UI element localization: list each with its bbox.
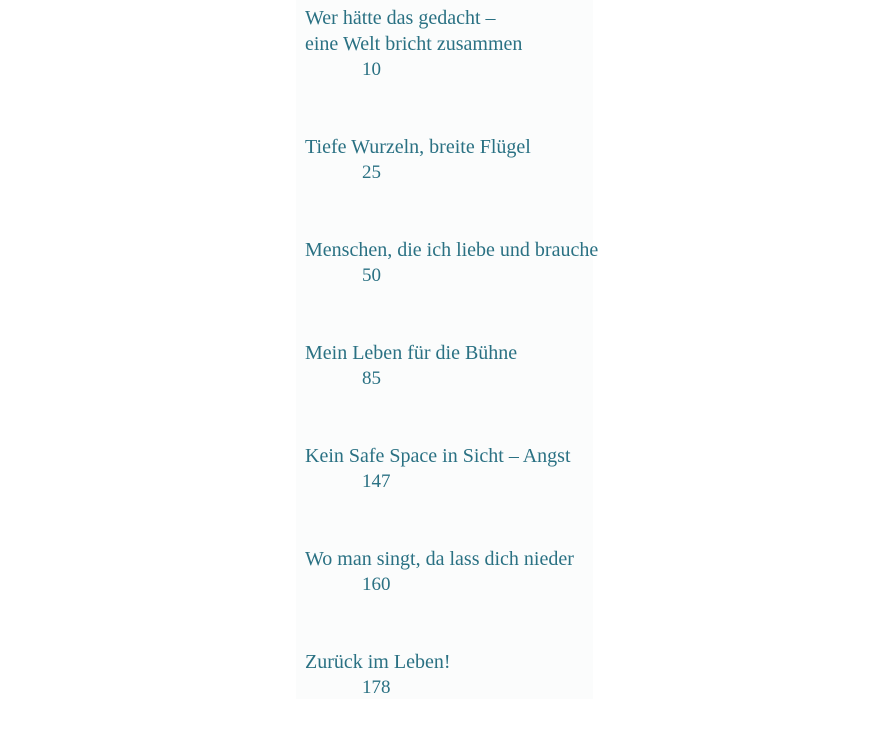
chapter-title: [305, 134, 598, 160]
chapter-title: [305, 546, 598, 572]
toc-entry: [305, 5, 598, 83]
toc-entry: [305, 649, 598, 701]
chapter-title-line: Wo man singt, da lass dich nieder: [305, 548, 574, 570]
chapter-page-number: 178: [362, 677, 391, 698]
chapter-page-number: 85: [362, 368, 381, 389]
toc-entry: [305, 237, 598, 289]
chapter-title: [305, 340, 598, 366]
chapter-title-line: Menschen, die ich liebe und brauche: [305, 239, 599, 261]
chapter-page-number: 147: [362, 471, 391, 492]
chapter-title-line: Tiefe Wurzeln, breite Flügel: [305, 136, 531, 158]
chapter-page-number: 50: [362, 265, 381, 286]
chapter-title-line: Zurück im Leben!: [305, 651, 451, 673]
chapter-title-line: eine Welt bricht zusammen: [305, 33, 523, 55]
chapter-page-number: 160: [362, 574, 391, 595]
toc-entry: [305, 443, 598, 495]
chapter-page-number: 25: [362, 162, 381, 183]
chapter-title: [305, 5, 598, 57]
chapter-title: [305, 237, 598, 263]
chapter-page-number: 10: [362, 59, 381, 80]
chapter-title: [305, 443, 598, 469]
toc-entry: [305, 546, 598, 598]
table-of-contents: [305, 5, 598, 752]
chapter-title-line: Kein Safe Space in Sicht – Angst: [305, 445, 571, 467]
toc-entry: [305, 340, 598, 392]
toc-entry: [305, 134, 598, 186]
chapter-title: [305, 649, 598, 675]
chapter-title-line: Wer hätte das gedacht –: [305, 7, 496, 29]
chapter-title-line: Mein Leben für die Bühne: [305, 342, 518, 364]
